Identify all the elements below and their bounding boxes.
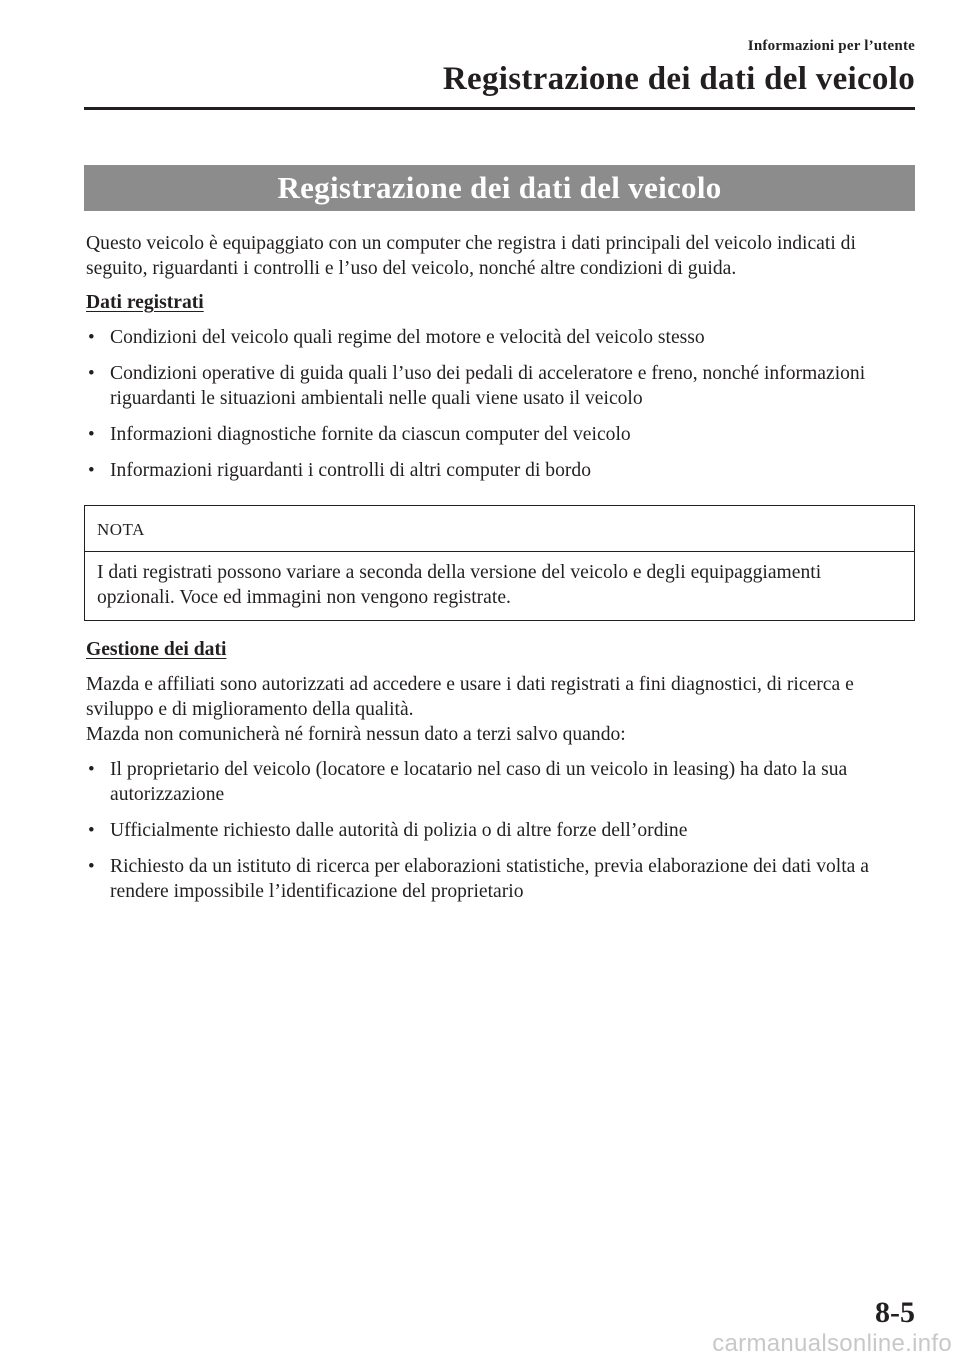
list-item <box>86 458 914 483</box>
section-banner-title: Registrazione dei dati del veicolo <box>277 170 722 205</box>
list-item-text: Il proprietario del veicolo (locatore e locatario nel caso di un veicolo in leasing) ha dato la sua autorizzazione <box>110 759 848 805</box>
header-divider <box>84 107 915 110</box>
list-item-text: Informazioni diagnostiche fornite da ciascun computer del veicolo <box>110 424 631 445</box>
recorded-data-list <box>86 325 914 483</box>
list-item-text: Richiesto da un istituto di ricerca per elaborazioni statistiche, previa elaborazione dei dati volta a rendere impossibile l’identificazione del proprietario <box>110 856 869 902</box>
bullet-icon: • <box>88 363 95 384</box>
page-content <box>86 231 914 915</box>
management-paragraph-1: Mazda e affiliati sono autorizzati ad accedere e usare i dati registrati a fini diagnostici, di ricerca e sviluppo e di miglioramento della qualità. <box>86 674 854 720</box>
page-number: 8-5 <box>875 1296 915 1329</box>
section-banner <box>84 165 915 211</box>
list-item <box>86 325 914 350</box>
running-header <box>443 38 915 98</box>
bullet-icon: • <box>88 327 95 348</box>
list-item <box>86 854 914 904</box>
list-item <box>86 422 914 447</box>
note-text: I dati registrati possono variare a seconda della versione del veicolo e degli equipaggiamenti opzionali. Voce ed immagini non vengono registrate. <box>97 562 822 608</box>
management-paragraph-2: Mazda non comunicherà né fornirà nessun dato a terzi salvo quando: <box>86 724 626 745</box>
list-item-text: Condizioni del veicolo quali regime del motore e velocità del veicolo stesso <box>110 327 705 348</box>
bullet-icon: • <box>88 460 95 481</box>
bullet-icon: • <box>88 759 95 780</box>
bullet-icon: • <box>88 856 95 877</box>
list-item <box>86 818 914 843</box>
watermark: carmanualsonline.info <box>712 1330 952 1357</box>
list-item-text: Informazioni riguardanti i controlli di altri computer di bordo <box>110 460 592 481</box>
bullet-icon: • <box>88 820 95 841</box>
list-item-text: Condizioni operative di guida quali l’uso dei pedali di acceleratore e freno, nonché informazioni riguardanti le situazioni ambientali nelle quali viene usato il veicolo <box>110 363 866 409</box>
list-item <box>86 361 914 411</box>
bullet-icon: • <box>88 424 95 445</box>
running-title: Registrazione dei dati del veicolo <box>442 61 915 97</box>
running-section-label: Informazioni per l’utente <box>747 38 915 54</box>
recorded-data-heading: Dati registrati <box>86 292 204 313</box>
list-item-text: Ufficialmente richiesto dalle autorità di polizia o di altre forze dell’ordine <box>110 820 688 841</box>
disclosure-conditions-list <box>86 757 914 904</box>
list-item <box>86 757 914 807</box>
intro-paragraph: Questo veicolo è equipaggiato con un computer che registra i dati principali del veicolo indicati di seguito, riguardanti i controlli e l’uso del veicolo, nonché altre condizioni di guida. <box>86 233 856 279</box>
note-box <box>84 505 915 621</box>
data-management-heading: Gestione dei dati <box>86 639 227 660</box>
note-label: NOTA <box>85 506 914 552</box>
